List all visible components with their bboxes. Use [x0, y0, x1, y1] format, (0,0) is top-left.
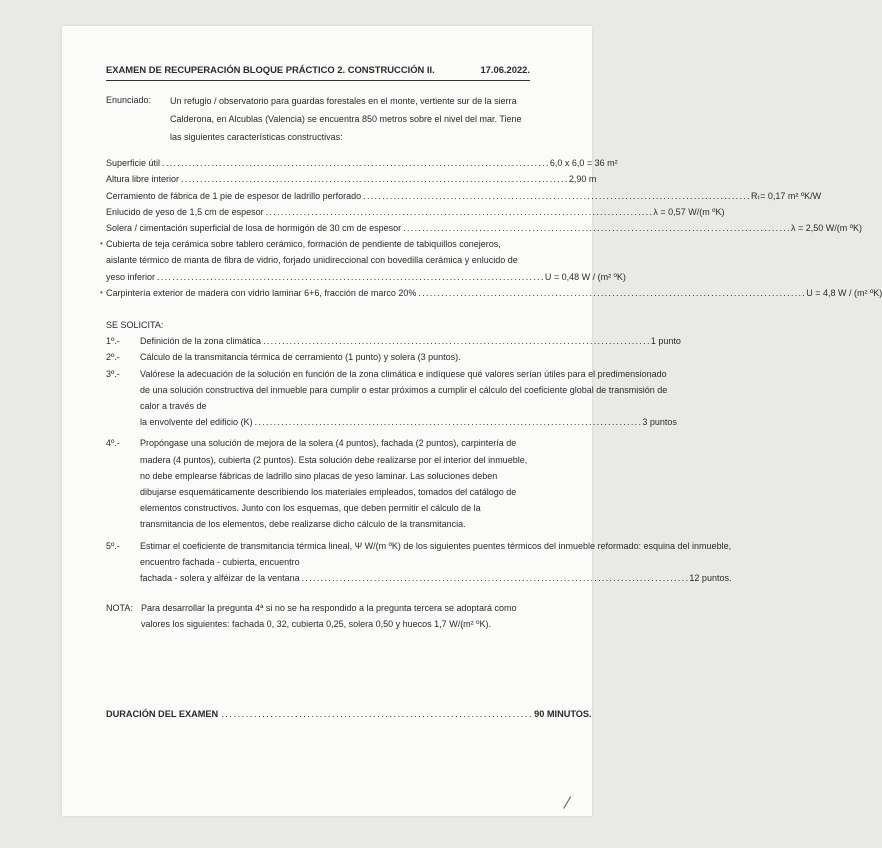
- question-text: Propóngase una solución de mejora de la solera (4 puntos), fachada (2 puntos), carpintería de madera (4 puntos), cubierta (2 puntos). Esta solución debe realizarse por el interior del inmueble, no debe emplearse fábricas de ladrillo sino placas de yeso laminar. Las soluciones deben dibujarse esquemáticamente describiendo los materiales empleados, tomados del catálogo de elementos constructivos. Junto con los esquemas, que deben permitir el cálculo de la transmitancia de los elementos, debe realizarse dicho cálculo de la transmitancia.: [140, 438, 528, 530]
- spec-label: Cerramiento de fábrica de 1 pie de espesor de ladrillo perforado: [106, 190, 362, 201]
- nota-text: Para desarrollar la pregunta 4ª si no se ha respondido a la pregunta tercera se adoptará como valores los siguientes: fachada 0, 32, cubierta 0,25, solera 0,50 y huecos 1,7 W/(m² ºK).: [141, 603, 517, 630]
- spec-label: Solera / cimentación superficial de losa de hormigón de 30 cm de espesor: [106, 223, 402, 234]
- leader-dots: [263, 333, 649, 349]
- exam-content: [100, 62, 882, 633]
- cubierta-value: U = 0,48 W / (m² ºK): [544, 271, 626, 282]
- leader-dots: [403, 220, 789, 236]
- spec-value: Rₜ= 0,17 m² ºK/W: [750, 190, 822, 201]
- spec-row: [106, 188, 822, 204]
- question-last-text: fachada - solera y alféizar de la ventana: [140, 573, 300, 584]
- cubierta-text: Cubierta de teja cerámica sobre tablero cerámico, formación de pendiente de tabiquillos conejeros, aislante térmico de manta de fibra de vidrio, forjado unidireccional con bovedilla cerámica y enlucido de: [106, 239, 518, 266]
- spec-value: λ = 0,57 W/(m ºK): [653, 206, 725, 217]
- duration-label: DURACIÓN DEL EXAMEN: [106, 709, 219, 719]
- question-number: 3º.-: [106, 368, 120, 379]
- question-number: 4º.-: [106, 438, 120, 449]
- leader-dots: [221, 709, 531, 719]
- leader-dots: [255, 414, 641, 430]
- leader-dots: [363, 188, 749, 204]
- question-points: 3 puntos: [642, 417, 677, 428]
- leader-dots: [418, 285, 804, 301]
- question-number: 5º.-: [106, 540, 120, 551]
- question-body: [140, 349, 530, 365]
- question-text: Estimar el coeficiente de transmitancia térmica lineal, Ψ W/(m ºK) de los siguientes puentes térmicos del inmueble reformado: esquina del inmueble, encuentro fachada - cubierta, encuentro: [140, 540, 732, 567]
- question-item: [106, 333, 681, 349]
- spec-value: 6,0 x 6,0 = 36 m²: [549, 158, 618, 169]
- question-text: Valórese la adecuación de la solución en función de la zona climática e indíquese qué valores serían útiles para el predimensionado de una solución constructiva del inmueble para cumplir o estar próximos a cumplir el cálculo del coeficiente global de transmisión de calor a través de: [140, 368, 668, 412]
- question-number: 1º.-: [106, 336, 120, 347]
- enunciado-text: Un refugio / observatorio para guardas forestales en el monte, vertiente sur de la sierra Calderona, en Alcublas (Valencia) se encuentra 850 metros sobre el nivel del mar. Tiene las siguientes características constructivas:: [170, 96, 522, 143]
- spec-row: [106, 269, 626, 285]
- cubierta-spec: [100, 236, 530, 268]
- leader-dots: [302, 570, 688, 586]
- question-item: [106, 349, 530, 365]
- spec-value: λ = 2,50 W/(m ºK): [790, 223, 863, 234]
- question-body: [140, 333, 681, 349]
- leader-dots: [162, 155, 548, 171]
- spec-label: Enlucido de yeso de 1,5 cm de espesor: [106, 206, 264, 217]
- question-text: Cálculo de la transmitancia térmica de cerramiento (1 punto) y solera (3 puntos).: [140, 352, 461, 363]
- question-last-text: la envolvente del edificio (K): [140, 417, 253, 428]
- question-body: [140, 538, 731, 587]
- question-number: 2º.-: [106, 352, 120, 363]
- exam-header: [106, 62, 530, 81]
- bullet-icon: •: [100, 239, 103, 249]
- cubierta-last-label: yeso inferior: [106, 271, 156, 282]
- question-item: [106, 538, 732, 587]
- spec-row: [106, 220, 863, 236]
- spec-row: [106, 155, 618, 171]
- question-points: 12 puntos.: [689, 573, 732, 584]
- exam-date: 17.06.2022.: [480, 64, 530, 75]
- question-last-line: [140, 414, 677, 430]
- spec-row: [100, 285, 882, 301]
- leader-dots: [181, 171, 567, 187]
- leader-dots: [157, 269, 543, 285]
- spec-value: 2,90 m: [568, 174, 597, 185]
- question-points: 1 punto: [650, 336, 681, 347]
- question-item: [106, 435, 530, 532]
- exam-duration: [106, 709, 592, 719]
- carpinteria-label: Carpintería exterior de madera con vidrio laminar 6+6, fracción de marco 20%: [106, 287, 417, 298]
- carpinteria-value: U = 4,8 W / (m² ºK): [806, 287, 882, 298]
- leader-dots: [266, 204, 652, 220]
- nota-label: NOTA:: [106, 603, 133, 614]
- duration-value: 90 MINUTOS.: [534, 709, 592, 719]
- question-item: [106, 366, 677, 431]
- question-last-line: [140, 570, 731, 586]
- spec-row: [106, 171, 597, 187]
- spec-label: Altura libre interior: [106, 174, 180, 185]
- spec-row: [106, 204, 725, 220]
- bullet-icon: •: [100, 287, 103, 297]
- nota: [106, 600, 530, 632]
- question-text: Definición de la zona climática: [140, 336, 262, 347]
- question-body: [140, 366, 677, 431]
- specs-list: [100, 155, 882, 301]
- enunciado-label: Enunciado:: [106, 95, 152, 106]
- solicita-title: SE SOLICITA:: [106, 320, 164, 331]
- exam-title: EXAMEN DE RECUPERACIÓN BLOQUE PRÁCTICO 2. CONSTRUCCIÓN II.: [106, 64, 435, 75]
- spec-label: Superficie útil: [106, 158, 161, 169]
- question-body: [140, 435, 530, 532]
- enunciado: [106, 92, 530, 146]
